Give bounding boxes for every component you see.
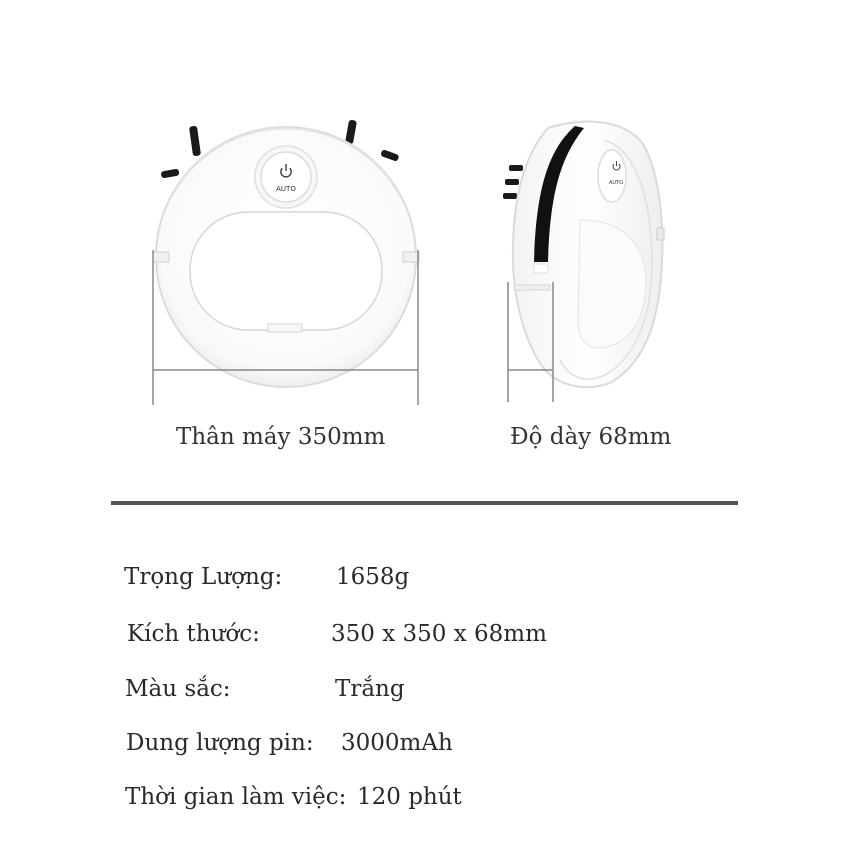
robot-top-view: [153, 119, 419, 405]
body-size-caption: Thân máy 350mm: [176, 424, 386, 450]
thickness-caption: Độ dày 68mm: [510, 424, 672, 450]
spec-runtime-label: Thời gian làm việc:: [125, 784, 347, 810]
spec-size-value: 350 x 350 x 68mm: [331, 621, 547, 647]
spec-weight-value: 1658g: [336, 564, 410, 590]
spec-color-value: Trắng: [335, 676, 405, 702]
robot-lid: [190, 212, 382, 330]
spec-color-label: Màu sắc:: [125, 676, 231, 702]
spec-battery-label: Dung lượng pin:: [126, 730, 314, 756]
spec-battery-value: 3000mAh: [341, 730, 453, 756]
spec-size-label: Kích thước:: [127, 621, 260, 647]
spec-runtime-value: 120 phút: [357, 784, 462, 810]
auto-label: AUTO: [276, 185, 296, 193]
spec-weight-label: Trọng Lượng:: [124, 564, 283, 590]
auto-label-side: AUTO: [608, 180, 624, 186]
divider: [111, 501, 738, 505]
robot-side-view: [503, 122, 664, 402]
